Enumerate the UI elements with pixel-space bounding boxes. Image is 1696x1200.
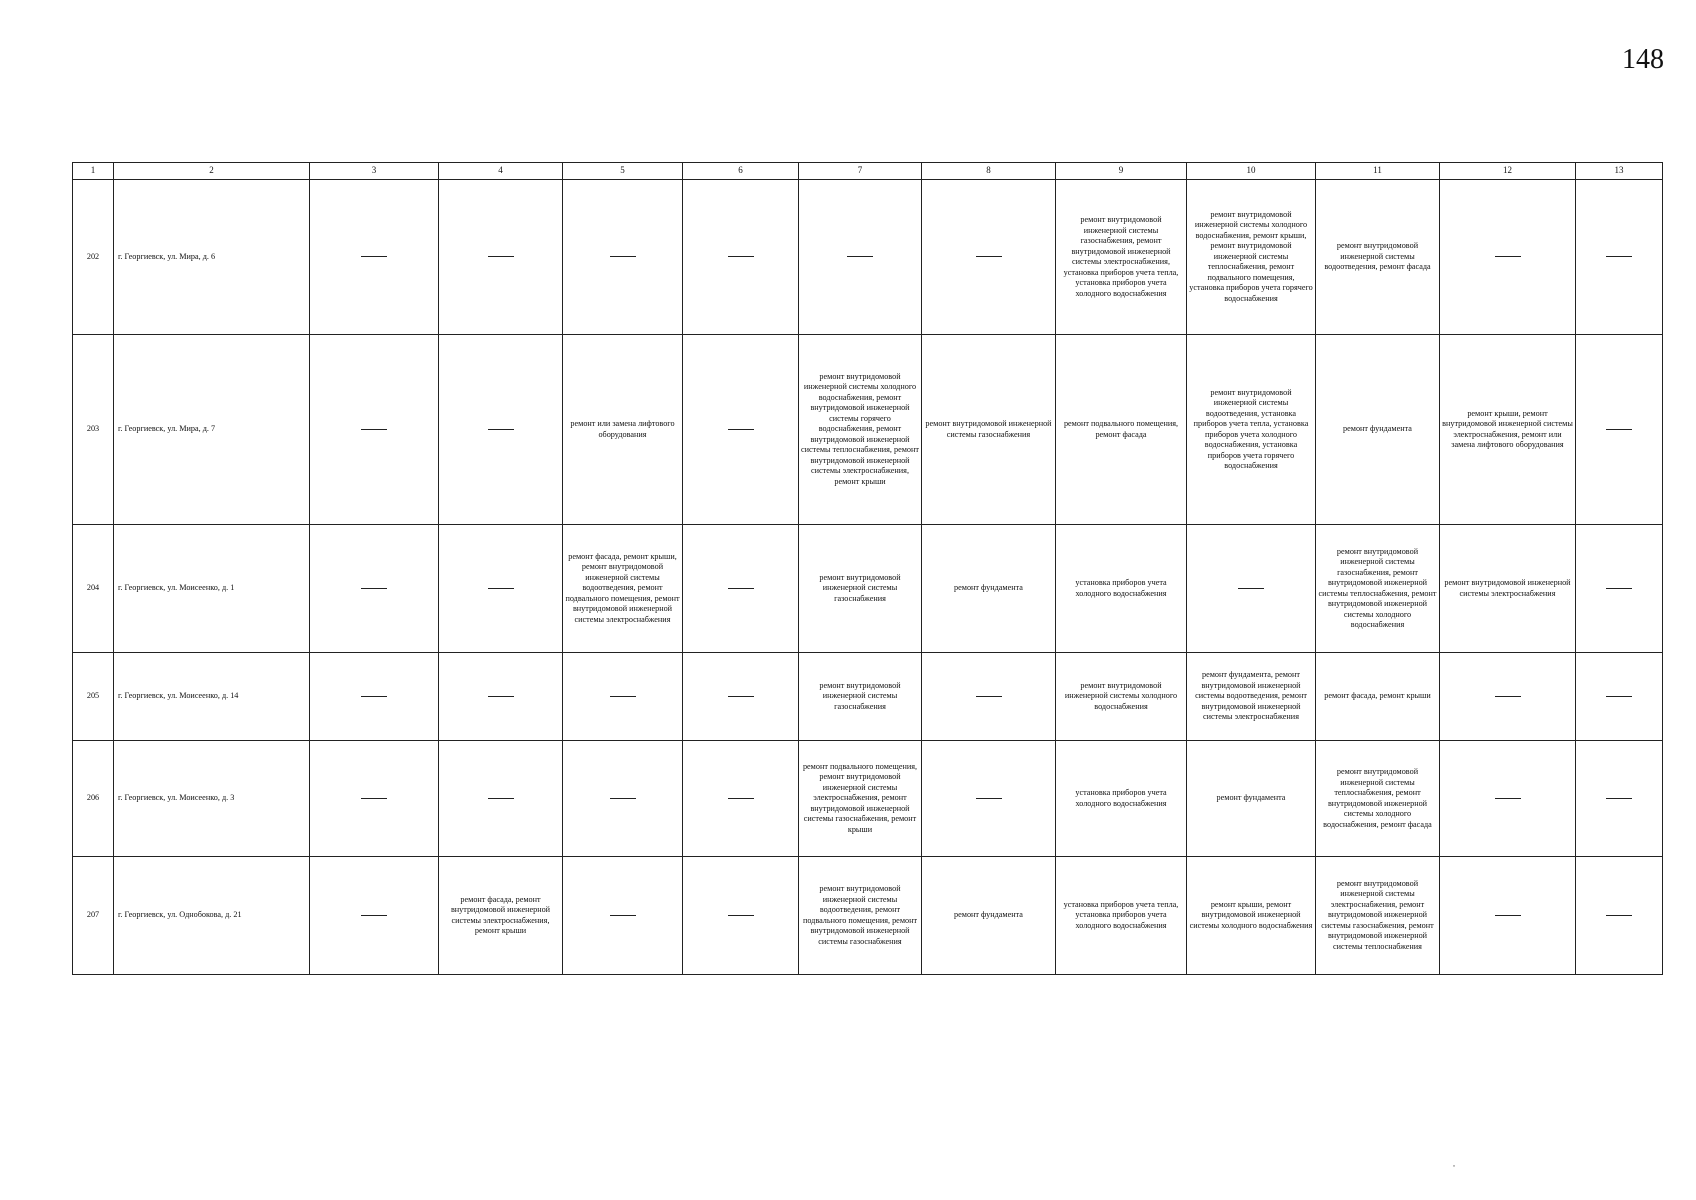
repair-schedule-table <box>72 162 1663 975</box>
works-cell: ремонт внутридомовой инженерной системы теплоснабжения, ремонт внутридомовой инженерной системы холодного водоснабжения, ремонт фасада <box>1316 741 1440 857</box>
dash-mark <box>728 696 754 697</box>
empty-cell <box>683 857 799 975</box>
column-number-13: 13 <box>1576 163 1663 180</box>
dash-mark <box>488 696 514 697</box>
dash-mark <box>488 429 514 430</box>
dash-mark <box>1495 915 1521 916</box>
table-row <box>73 653 1663 741</box>
works-cell: ремонт подвального помещения, ремонт фасада <box>1056 335 1187 525</box>
works-cell: ремонт фундамента <box>1187 741 1316 857</box>
address-cell: г. Георгиевск, ул. Мира, д. 7 <box>114 335 310 525</box>
empty-cell <box>683 525 799 653</box>
column-number-6: 6 <box>683 163 799 180</box>
empty-cell <box>310 525 439 653</box>
empty-cell <box>563 180 683 335</box>
column-number-9: 9 <box>1056 163 1187 180</box>
dash-mark <box>610 915 636 916</box>
column-number-3: 3 <box>310 163 439 180</box>
dash-mark <box>1495 798 1521 799</box>
works-cell: ремонт подвального помещения, ремонт внутридомовой инженерной системы электроснабжения, ремонт внутридомовой инженерной системы газоснабжения, ремонт крыши <box>799 741 922 857</box>
empty-cell <box>922 653 1056 741</box>
dash-mark <box>610 696 636 697</box>
address-cell: г. Георгиевск, ул. Моисеенко, д. 14 <box>114 653 310 741</box>
works-cell: ремонт внутридомовой инженерной системы водоотведения, ремонт подвального помещения, ремонт внутридомовой инженерной системы газоснабжения <box>799 857 922 975</box>
empty-cell <box>439 335 563 525</box>
table-body <box>73 180 1663 975</box>
empty-cell <box>1576 653 1663 741</box>
dash-mark <box>728 256 754 257</box>
dash-mark <box>488 256 514 257</box>
table-row <box>73 857 1663 975</box>
works-cell: ремонт крыши, ремонт внутридомовой инженерной системы электроснабжения, ремонт или замена лифтового оборудования <box>1440 335 1576 525</box>
dash-mark <box>361 798 387 799</box>
works-cell: ремонт фундамента <box>922 525 1056 653</box>
empty-cell <box>683 741 799 857</box>
empty-cell <box>799 180 922 335</box>
column-number-1: 1 <box>73 163 114 180</box>
empty-cell <box>310 335 439 525</box>
column-number-4: 4 <box>439 163 563 180</box>
empty-cell <box>1187 525 1316 653</box>
dash-mark <box>728 798 754 799</box>
dash-mark <box>1495 696 1521 697</box>
empty-cell <box>439 741 563 857</box>
dash-mark <box>488 588 514 589</box>
stray-dot-mark: ˙ <box>1452 1162 1456 1176</box>
empty-cell <box>310 741 439 857</box>
empty-cell <box>310 857 439 975</box>
dash-mark <box>361 915 387 916</box>
dash-mark <box>361 429 387 430</box>
table-row <box>73 741 1663 857</box>
empty-cell <box>563 741 683 857</box>
column-number-12: 12 <box>1440 163 1576 180</box>
dash-mark <box>1238 588 1264 589</box>
empty-cell <box>683 180 799 335</box>
empty-cell <box>310 653 439 741</box>
dash-mark <box>610 798 636 799</box>
address-cell: г. Георгиевск, ул. Однобокова, д. 21 <box>114 857 310 975</box>
empty-cell <box>1576 335 1663 525</box>
page-number: 148 <box>1622 44 1664 75</box>
dash-mark <box>1606 696 1632 697</box>
empty-cell <box>563 653 683 741</box>
address-cell: г. Георгиевск, ул. Моисеенко, д. 1 <box>114 525 310 653</box>
column-number-8: 8 <box>922 163 1056 180</box>
works-cell: установка приборов учета тепла, установка приборов учета холодного водоснабжения <box>1056 857 1187 975</box>
column-number-7: 7 <box>799 163 922 180</box>
works-cell: ремонт внутридомовой инженерной системы газоснабжения <box>799 653 922 741</box>
works-cell: ремонт внутридомовой инженерной системы водоотведения, установка приборов учета тепла, установка приборов учета холодного водоснабжения, установка приборов учета горячего водоснабжения <box>1187 335 1316 525</box>
empty-cell <box>310 180 439 335</box>
column-number-row <box>73 163 1663 180</box>
dash-mark <box>361 696 387 697</box>
empty-cell <box>1576 525 1663 653</box>
empty-cell <box>439 525 563 653</box>
dash-mark <box>1606 429 1632 430</box>
row-number-cell: 202 <box>73 180 114 335</box>
empty-cell <box>1576 180 1663 335</box>
row-number-cell: 203 <box>73 335 114 525</box>
row-number-cell: 206 <box>73 741 114 857</box>
dash-mark <box>1606 256 1632 257</box>
works-cell: ремонт фасада, ремонт крыши, ремонт внутридомовой инженерной системы водоотведения, ремонт подвального помещения, ремонт внутридомовой инженерной системы электроснабжения <box>563 525 683 653</box>
works-cell: ремонт фасада, ремонт внутридомовой инженерной системы электроснабжения, ремонт крыши <box>439 857 563 975</box>
row-number-cell: 207 <box>73 857 114 975</box>
dash-mark <box>361 588 387 589</box>
table-row <box>73 335 1663 525</box>
dash-mark <box>728 915 754 916</box>
row-number-cell: 205 <box>73 653 114 741</box>
dash-mark <box>1606 588 1632 589</box>
table-row <box>73 180 1663 335</box>
dash-mark <box>976 696 1002 697</box>
dash-mark <box>728 588 754 589</box>
dash-mark <box>976 798 1002 799</box>
works-cell: установка приборов учета холодного водоснабжения <box>1056 525 1187 653</box>
table-row <box>73 525 1663 653</box>
empty-cell <box>439 653 563 741</box>
empty-cell <box>1440 741 1576 857</box>
dash-mark <box>1606 915 1632 916</box>
empty-cell <box>563 857 683 975</box>
empty-cell <box>1576 741 1663 857</box>
empty-cell <box>683 335 799 525</box>
works-cell: ремонт внутридомовой инженерной системы водоотведения, ремонт фасада <box>1316 180 1440 335</box>
address-cell: г. Георгиевск, ул. Мира, д. 6 <box>114 180 310 335</box>
works-cell: ремонт внутридомовой инженерной системы газоснабжения, ремонт внутридомовой инженерной системы электроснабжения, установка приборов учета тепла, установка приборов учета холодного водоснабжения <box>1056 180 1187 335</box>
column-number-10: 10 <box>1187 163 1316 180</box>
works-cell: ремонт или замена лифтового оборудования <box>563 335 683 525</box>
works-cell: ремонт внутридомовой инженерной системы электроснабжения <box>1440 525 1576 653</box>
dash-mark <box>610 256 636 257</box>
column-number-11: 11 <box>1316 163 1440 180</box>
empty-cell <box>922 741 1056 857</box>
column-number-5: 5 <box>563 163 683 180</box>
works-cell: ремонт фундамента <box>922 857 1056 975</box>
empty-cell <box>1440 653 1576 741</box>
works-cell: ремонт фундамента, ремонт внутридомовой инженерной системы водоотведения, ремонт внутридомовой инженерной системы электроснабжения <box>1187 653 1316 741</box>
works-cell: ремонт внутридомовой инженерной системы электроснабжения, ремонт внутридомовой инженерной системы газоснабжения, ремонт внутридомовой инженерной системы теплоснабжения <box>1316 857 1440 975</box>
dash-mark <box>847 256 873 257</box>
dash-mark <box>1606 798 1632 799</box>
dash-mark <box>361 256 387 257</box>
column-number-2: 2 <box>114 163 310 180</box>
empty-cell <box>1440 857 1576 975</box>
works-cell: ремонт крыши, ремонт внутридомовой инженерной системы холодного водоснабжения <box>1187 857 1316 975</box>
dash-mark <box>1495 256 1521 257</box>
works-cell: ремонт внутридомовой инженерной системы газоснабжения <box>922 335 1056 525</box>
works-cell: ремонт фундамента <box>1316 335 1440 525</box>
works-cell: установка приборов учета холодного водоснабжения <box>1056 741 1187 857</box>
works-cell: ремонт внутридомовой инженерной системы газоснабжения <box>799 525 922 653</box>
row-number-cell: 204 <box>73 525 114 653</box>
empty-cell <box>1440 180 1576 335</box>
works-cell: ремонт внутридомовой инженерной системы холодного водоснабжения <box>1056 653 1187 741</box>
empty-cell <box>439 180 563 335</box>
address-cell: г. Георгиевск, ул. Моисеенко, д. 3 <box>114 741 310 857</box>
dash-mark <box>976 256 1002 257</box>
dash-mark <box>488 798 514 799</box>
dash-mark <box>728 429 754 430</box>
empty-cell <box>1576 857 1663 975</box>
empty-cell <box>922 180 1056 335</box>
works-cell: ремонт внутридомовой инженерной системы газоснабжения, ремонт внутридомовой инженерной системы теплоснабжения, ремонт внутридомовой инженерной системы холодного водоснабжения <box>1316 525 1440 653</box>
empty-cell <box>683 653 799 741</box>
works-cell: ремонт внутридомовой инженерной системы холодного водоснабжения, ремонт крыши, ремонт внутридомовой инженерной системы теплоснабжения, ремонт подвального помещения, установка приборов учета горячего водоснабжения <box>1187 180 1316 335</box>
works-cell: ремонт фасада, ремонт крыши <box>1316 653 1440 741</box>
works-cell: ремонт внутридомовой инженерной системы холодного водоснабжения, ремонт внутридомовой инженерной системы горячего водоснабжения, ремонт внутридомовой инженерной системы теплоснабжения, ремонт внутридомовой инженерной системы электроснабжения, ремонт крыши <box>799 335 922 525</box>
